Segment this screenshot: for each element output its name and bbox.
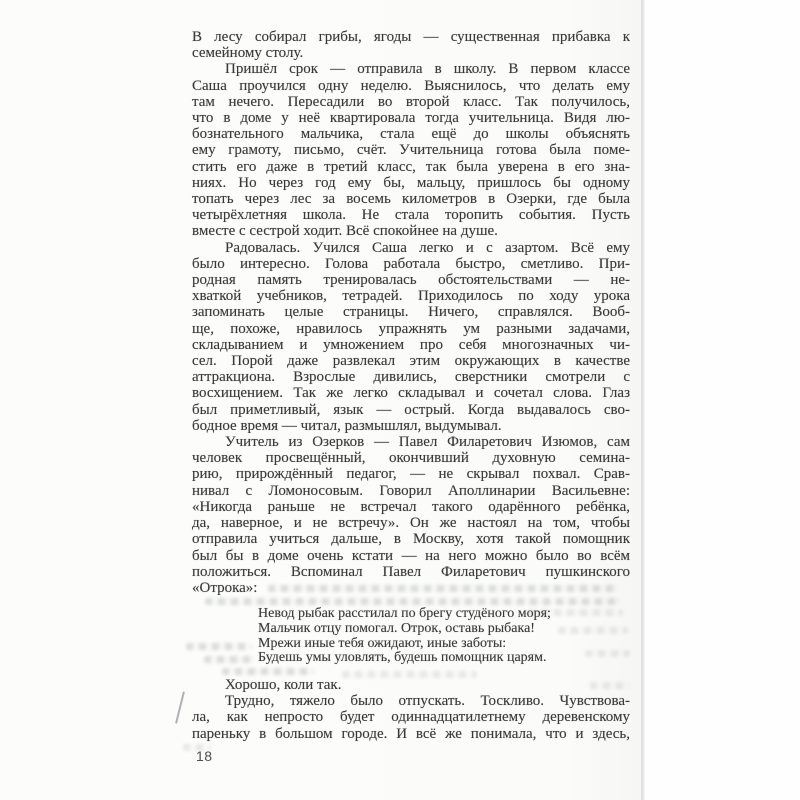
bleed-through-smudge [590, 682, 630, 689]
text-line: пареньку в большом городе. И всё же понимала, что и здесь, [192, 725, 630, 742]
text-line: рию, прирождённый педагог, — не скрывал похвал. Срав- [192, 466, 630, 483]
text-line: четырёхлетняя школа. Не стала торопить события. Пусть [192, 207, 630, 224]
text-line: человек просвещённый, окончивший духовную семина- [192, 450, 630, 467]
paragraph [192, 434, 630, 596]
text-line: бознательного мальчика, стала ещё до школы объяснять [192, 126, 630, 143]
paragraph [192, 677, 630, 693]
bleed-through-smudge [342, 671, 477, 678]
text-line: был приметливый, язык — острый. Когда выдавалось сво- [192, 401, 630, 418]
text-column [192, 29, 630, 742]
bleed-through-smudge [183, 744, 211, 751]
verse-line: Невод рыбак расстилал по брегу студёного моря; [258, 606, 551, 622]
bleed-through-smudge [558, 627, 628, 634]
verse-line: Мальчик отцу помогал. Отрок, оставь рыбака! [258, 620, 535, 636]
text-line: семейному столу. [192, 45, 304, 62]
paragraph [192, 29, 630, 61]
bleed-through-smudge [268, 585, 618, 592]
text-line: да, наверное, и не встречу». Он же настоял на том, чтобы [192, 515, 630, 532]
paragraph [192, 61, 630, 239]
text-line: топать через лес за восемь километров в Озерки, где была [192, 191, 630, 208]
text-line: сел. Порой даже развлекал этим окружающих в качестве [192, 353, 630, 370]
text-line: отправила учиться дальше, в Москву, хотя такой помощник [192, 531, 630, 548]
page-number: 18 [196, 748, 213, 764]
text-line: ще, похоже, нравилось упражнять ум разными задачами, [192, 320, 630, 337]
text-line: родная память тренировалась обстоятельствами — не- [192, 272, 630, 289]
bleed-through-smudge [204, 656, 254, 663]
paragraph [192, 240, 630, 434]
text-line: В лесу собирал грибы, ягоды — существенная прибавка к [192, 29, 630, 45]
bleed-through-smudge [222, 668, 314, 675]
verse-line: Будешь умы уловлять, будешь помощник царям. [258, 650, 547, 666]
text-line: Пришёл срок — отправила в школу. В первом классе [225, 61, 630, 78]
text-line: запоминать целые страницы. Ничего, справлялся. Вооб- [192, 304, 630, 321]
text-line: складыванием и умножением про себя многозначных чи- [192, 336, 630, 353]
text-line: Саша проучился одну неделю. Выяснилось, что делать ему [192, 77, 630, 94]
bleed-through-smudge [205, 598, 620, 605]
text-line: восхищением. Так же легко складывал и сочетал слова. Глаз [192, 385, 630, 402]
page-edge-line [641, 0, 645, 800]
text-line: вместе с сестрой ходит. Всё спокойнее на душе. [192, 223, 498, 240]
text-line: аттракциона. Взрослые дивились, сверстники смотрели с [192, 369, 630, 386]
text-line: бодное время — читал, размышлял, выдумывал. [192, 417, 502, 434]
text-line: стить его даже в третий класс, так была уверена в его зна- [192, 158, 630, 175]
bleed-through-smudge [186, 643, 252, 650]
text-line: «Никогда раньше не встречал такого одарённого ребёнка, [192, 498, 630, 515]
text-line: Радовалась. Учился Саша легко и с азартом. Всё ему [225, 239, 630, 256]
verse-line: Мрежи иные тебя ожидают, иные заботы: [258, 635, 507, 651]
text-line: нивал с Ломоносовым. Говорил Аполлинарии Васильевне: [192, 482, 630, 499]
text-line: был бы в доме очень кстати — на него можно было во всём [192, 547, 630, 564]
text-line: Хорошо, коли так. [225, 676, 342, 693]
text-line: ла, как непросто будет одиннадцатилетнему деревенскому [192, 709, 630, 726]
text-line: что в доме у неё квартировала тогда учительница. Видя лю- [192, 110, 630, 127]
bleed-through-smudge [528, 609, 623, 616]
text-line: Учитель из Озерков — Павел Филаретович Изюмов, сам [225, 434, 630, 451]
text-line: «Отрока»: [192, 579, 258, 596]
text-line: хваткой учебников, тетрадей. Приходилось по ходу урока [192, 288, 630, 305]
text-line: положиться. Вспоминал Павел Филаретович пушкинского [192, 563, 630, 580]
paragraph [192, 693, 630, 742]
text-line: было интересно. Голова работала быстро, сметливо. При- [192, 255, 630, 272]
text-line: Трудно, тяжело было отпускать. Тоскливо. Чувствова- [225, 693, 630, 710]
text-line: ниях. Но через год ему бы, мальцу, пришлось бы одному [192, 174, 630, 191]
text-line: ему грамоту, письмо, счёт. Учительница готова была поме- [192, 142, 630, 159]
text-line: там нечего. Пересадили во второй класс. Так получилось, [192, 93, 630, 110]
bleed-through-smudge [585, 650, 630, 657]
